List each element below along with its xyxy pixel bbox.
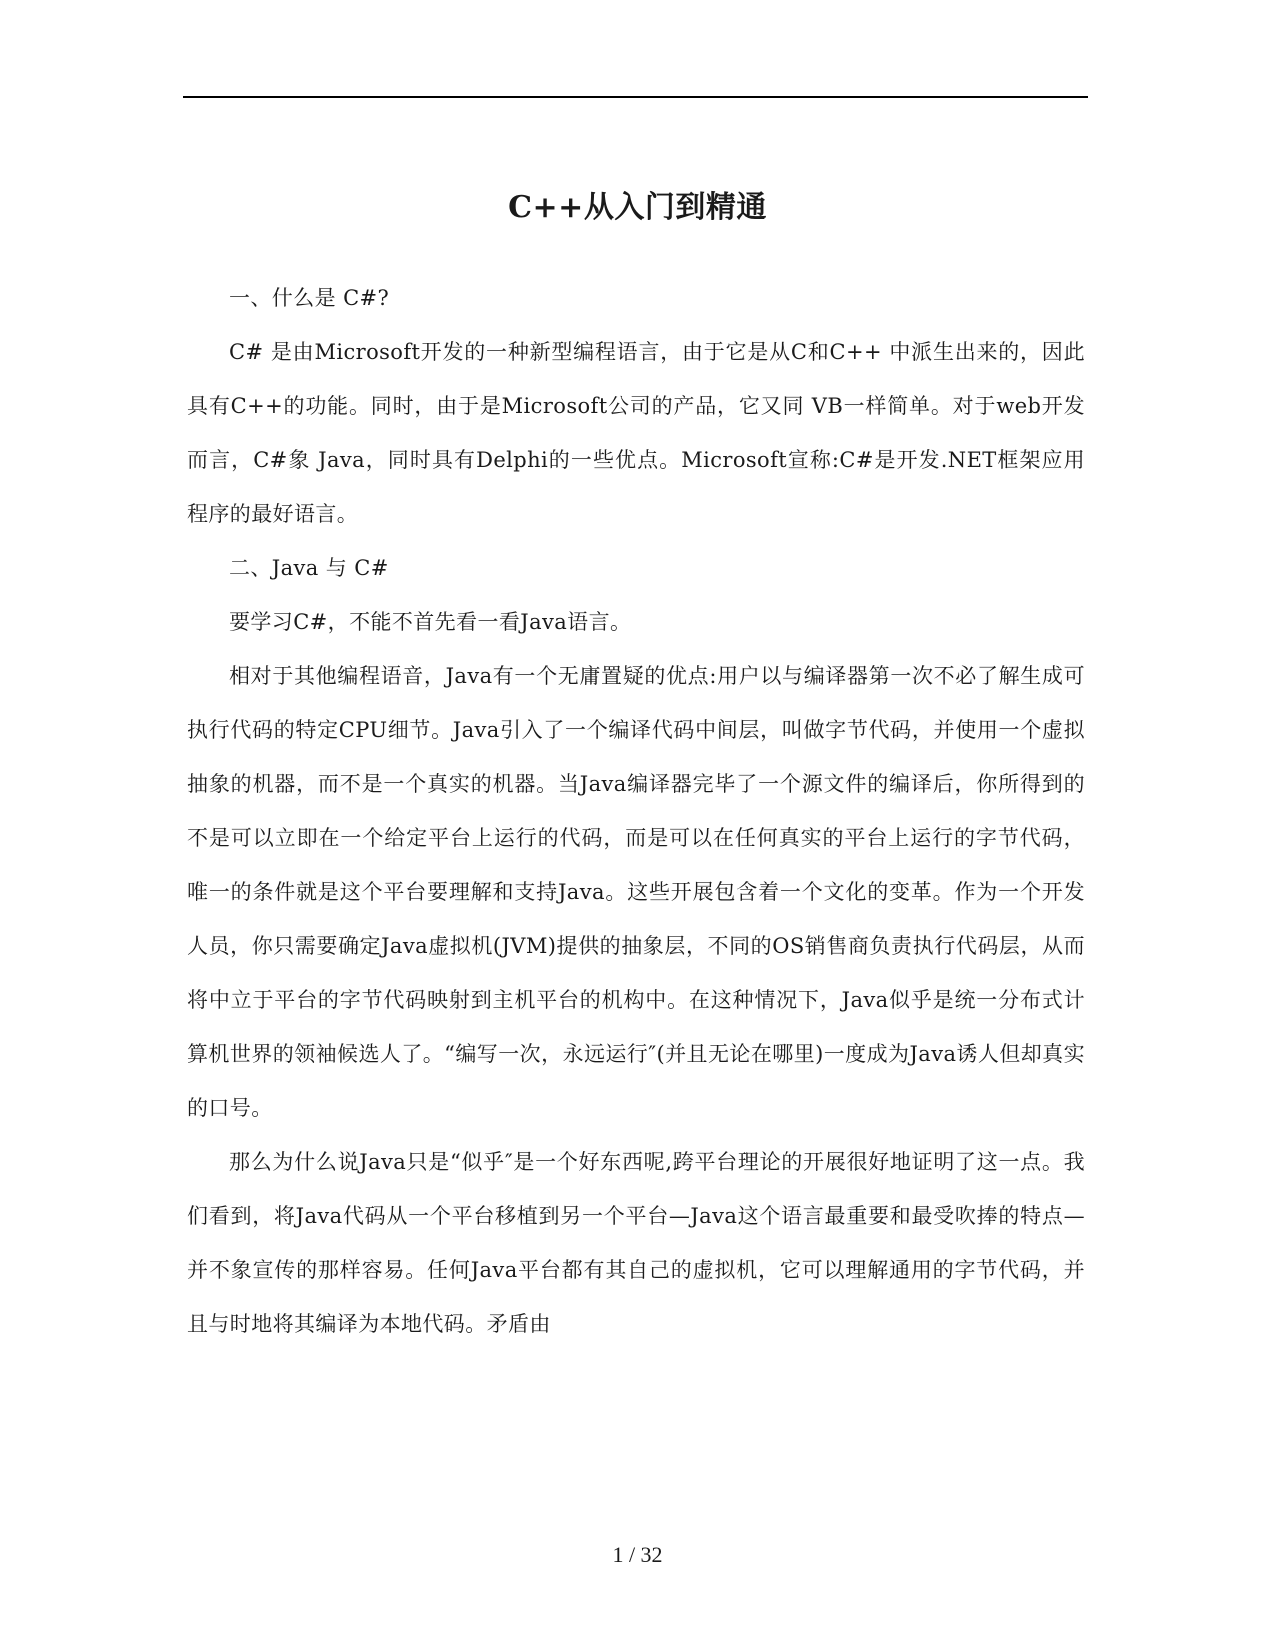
section-heading-java-and-csharp: 二、Java 与 C# — [229, 556, 389, 580]
document-title: C++从入门到精通 — [508, 190, 767, 225]
section-heading-what-is-csharp: 一、什么是 C#? — [229, 286, 390, 310]
paragraph-java-portability: 那么为什么说Java只是“似乎″是一个好东西呢,跨平台理论的开展很好地证明了这一点。我们看到，将Java代码从一个平台移植到另一个平台—Java这个语言最重要和最受吹捧的特点—并不象宣传的那样容易。任何Java平台都有其自己的虚拟机，它可以理解通用的字节代码，并且与时地将其编译为本地代码。矛盾由 — [187, 1150, 1085, 1336]
paragraph-java-bytecode: 相对于其他编程语音，Java有一个无庸置疑的优点:用户以与编译器第一次不必了解生成可执行代码的特定CPU细节。Java引入了一个编译代码中间层，叫做字节代码，并使用一个虚拟抽象的机器，而不是一个真实的机器。当Java编译器完毕了一个源文件的编译后，你所得到的不是可以立即在一个给定平台上运行的代码，而是可以在任何真实的平台上运行的字节代码，唯一的条件就是这个平台要理解和支持Java。这些开展包含着一个文化的变革。作为一个开发人员，你只需要确定Java虚拟机(JVM)提供的抽象层，不同的OS销售商负责执行代码层，从而将中立于平台的字节代码映射到主机平台的机构中。在这种情况下，Java似乎是统一分布式计算机世界的领袖候选人了。“编写一次，永远运行″(并且无论在哪里)一度成为Java诱人但却真实的口号。 — [187, 664, 1085, 1120]
paragraph-learn-java-first: 要学习C#，不能不首先看一看Java语言。 — [229, 610, 632, 634]
document-body — [187, 271, 1085, 1351]
paragraph-csharp-intro: C# 是由Microsoft开发的一种新型编程语言，由于它是从C和C++ 中派生出来的，因此具有C++的功能。同时，由于是Microsoft公司的产品，它又同 VB一样简单。对于web开发而言，C#象 Java，同时具有Delphi的一些优点。Microsoft宣称:C#是开发.NET框架应用程序的最好语言。 — [187, 340, 1085, 526]
header-rule — [183, 96, 1088, 98]
page-number: 1 / 32 — [612, 1542, 663, 1567]
